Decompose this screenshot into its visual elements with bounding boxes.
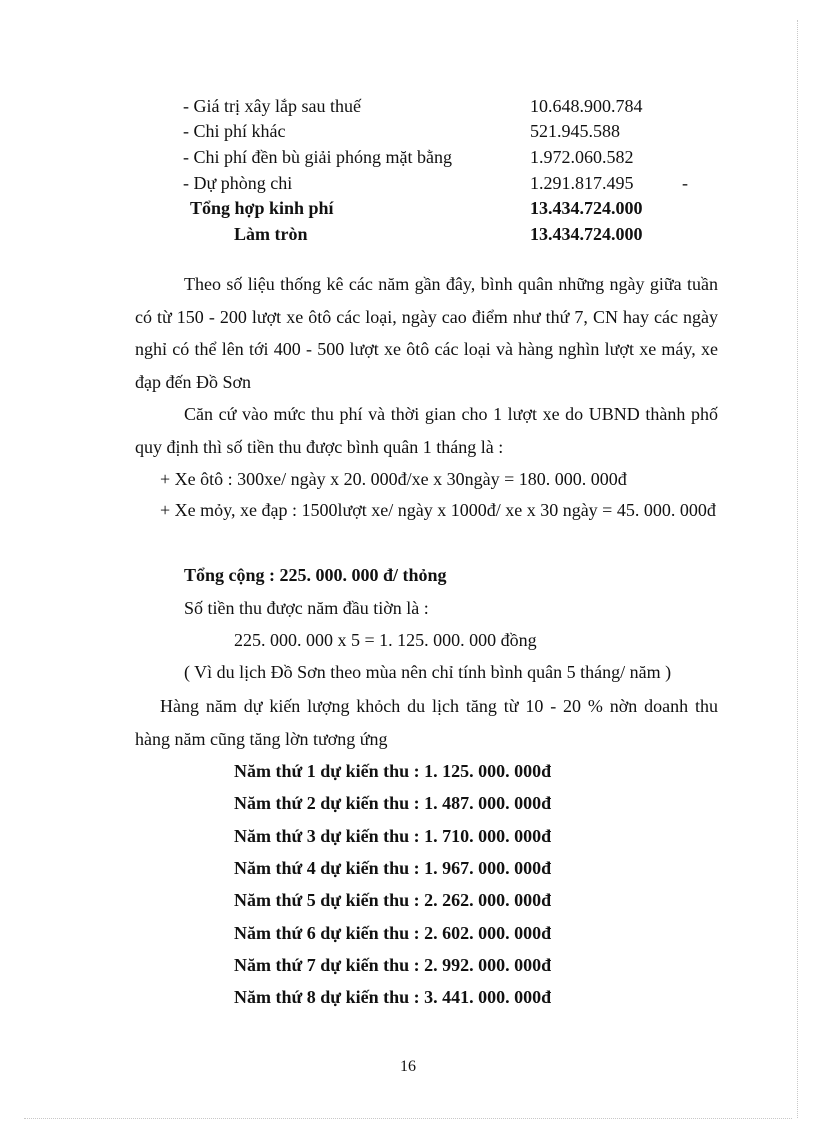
cost-label: - Chi phí khác: [183, 121, 286, 141]
first-year-calc: 225. 000. 000 x 5 = 1. 125. 000. 000 đồng: [234, 630, 537, 650]
projection-item: Năm thứ 2 dự kiến thu : 1. 487. 000. 000đ: [234, 793, 552, 813]
projection-item: Năm thứ 8 dự kiến thu : 3. 441. 000. 000đ: [234, 987, 552, 1007]
paragraph-traffic: Theo số liệu thống kê các năm gần đây, bình quân những ngày giữa tuần có từ 150 - 200 lượt xe ôtô các loại, ngày cao điểm như thứ 7, CN hay các ngày nghỉ có thể lên tới 400 - 500 lượt xe ôtô các loại và hàng nghìn lượt xe máy, xe đạp đến Đồ Sơn: [135, 274, 718, 392]
season-note: ( Vì du lịch Đồ Sơn theo mùa nên chỉ tính bình quân 5 tháng/ năm ): [184, 662, 672, 682]
total-value: 13.434.724.000: [530, 198, 643, 218]
total-label: Tổng hợp kinh phí: [190, 198, 334, 218]
cost-value: 1.291.817.495: [530, 173, 634, 193]
page-number: 16: [400, 1058, 416, 1075]
total-month: Tổng cộng : 225. 000. 000 đ/ thỏng: [184, 565, 447, 585]
rounded-label: Làm tròn: [234, 224, 308, 244]
projection-item: Năm thứ 3 dự kiến thu : 1. 710. 000. 000đ: [234, 826, 552, 846]
cost-value: 1.972.060.582: [530, 147, 634, 167]
cost-label: - Giá trị xây lắp sau thuế: [183, 96, 361, 116]
cost-label: - Chi phí đền bù giải phóng mặt bằng: [183, 147, 452, 167]
trailing-mark: -: [682, 173, 688, 193]
projection-item: Năm thứ 5 dự kiến thu : 2. 262. 000. 000đ: [234, 890, 552, 910]
line-motorbikes: + Xe mỏy, xe đạp : 1500lượt xe/ ngày x 1000đ/ xe x 30 ngày = 45. 000. 000đ: [160, 500, 716, 520]
page-right-divider: [797, 20, 798, 1118]
cost-label: - Dự phòng chi: [183, 173, 293, 193]
page-bottom-divider: [24, 1118, 792, 1119]
first-year-label: Số tiền thu được năm đầu tiờn là :: [184, 598, 429, 618]
projection-item: Năm thứ 6 dự kiến thu : 2. 602. 000. 000đ: [234, 923, 552, 943]
paragraph-growth: Hàng năm dự kiến lượng khỏch du lịch tăng từ 10 - 20 % nờn doanh thu hàng năm cũng tăng lờn tương ứng: [135, 696, 718, 749]
projection-item: Năm thứ 4 dự kiến thu : 1. 967. 000. 000đ: [234, 858, 552, 878]
cost-value: 521.945.588: [530, 121, 620, 141]
projection-item: Năm thứ 7 dự kiến thu : 2. 992. 000. 000đ: [234, 955, 552, 975]
projection-item: Năm thứ 1 dự kiến thu : 1. 125. 000. 000đ: [234, 761, 552, 781]
line-cars: + Xe ôtô : 300xe/ ngày x 20. 000đ/xe x 30ngày = 180. 000. 000đ: [160, 469, 627, 489]
cost-value: 10.648.900.784: [530, 96, 643, 116]
rounded-value: 13.434.724.000: [530, 224, 643, 244]
paragraph-basis: Căn cứ vào mức thu phí và thời gian cho 1 lượt xe do UBND thành phố quy định thì số tiền thu được bình quân 1 tháng là :: [135, 404, 718, 457]
